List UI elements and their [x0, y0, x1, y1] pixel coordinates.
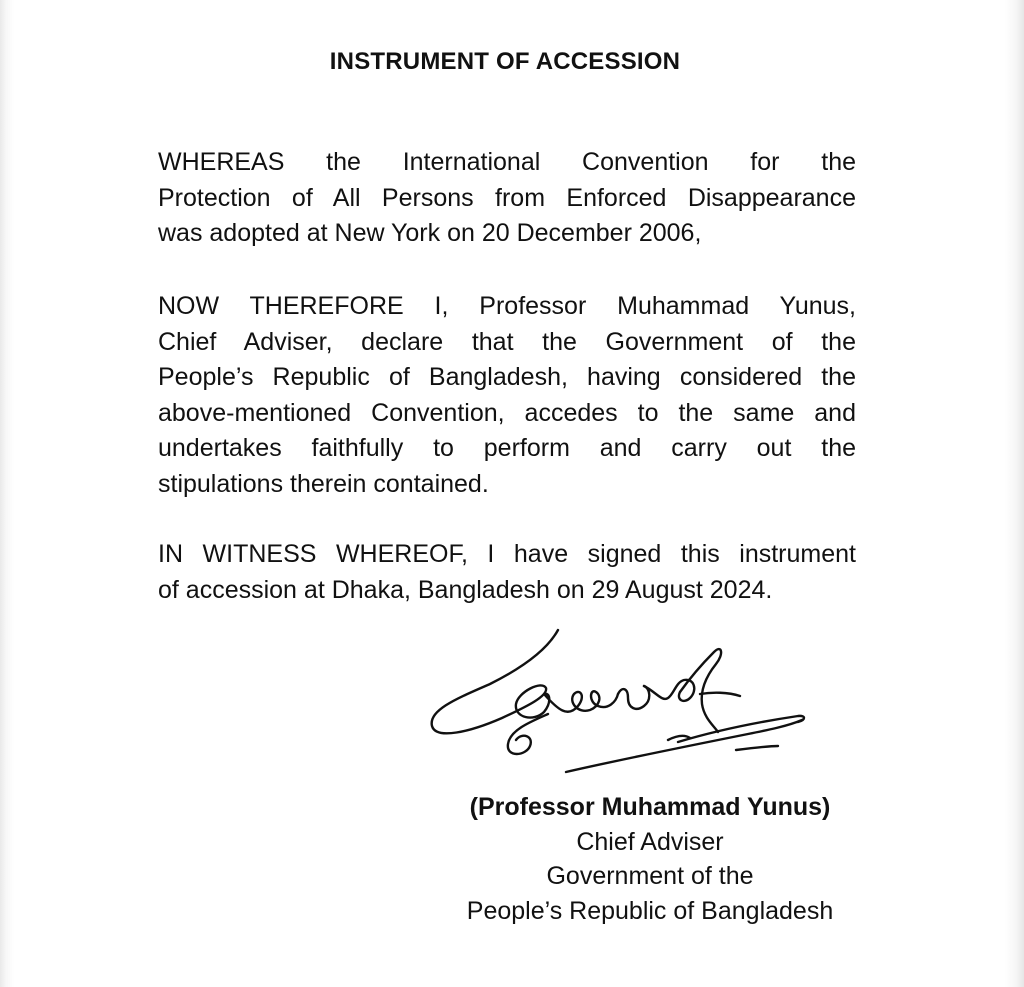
- paragraph-line: Protection of All Persons from Enforced Disappearance: [158, 183, 856, 212]
- document-title: INSTRUMENT OF ACCESSION: [329, 48, 681, 75]
- paragraph-line: was adopted at New York on 20 December 2006,: [158, 219, 702, 247]
- paragraph-line: Chief Adviser, declare that the Government of the: [158, 327, 856, 356]
- paragraph-line: stipulations therein contained.: [158, 469, 489, 498]
- paragraph-line: of accession at Dhaka, Bangladesh on 29 August 2024.: [158, 575, 773, 604]
- signatory-position: Chief Adviser: [576, 827, 724, 856]
- declaration-paragraph: [158, 289, 856, 502]
- signatory-organization-line-2: People’s Republic of Bangladesh: [466, 896, 834, 925]
- signatory-name: (Professor Muhammad Yunus): [469, 793, 831, 821]
- preamble-paragraph: [158, 145, 856, 252]
- paragraph-line: undertakes faithfully to perform and carry out the: [158, 434, 856, 462]
- paragraph-line: NOW THEREFORE I, Professor Muhammad Yunus,: [158, 292, 856, 320]
- paragraph-line: IN WITNESS WHEREOF, I have signed this instrument: [158, 540, 856, 568]
- paragraph-line: above-mentioned Convention, accedes to the same and: [158, 398, 856, 427]
- signatory-block: [430, 790, 870, 928]
- signatory-organization-line-1: Government of the: [546, 862, 754, 890]
- paragraph-line: WHEREAS the International Convention for the: [158, 148, 856, 176]
- handwritten-signature: [418, 622, 818, 802]
- paragraph-line: People’s Republic of Bangladesh, having considered the: [158, 363, 856, 391]
- witness-paragraph: [158, 537, 856, 608]
